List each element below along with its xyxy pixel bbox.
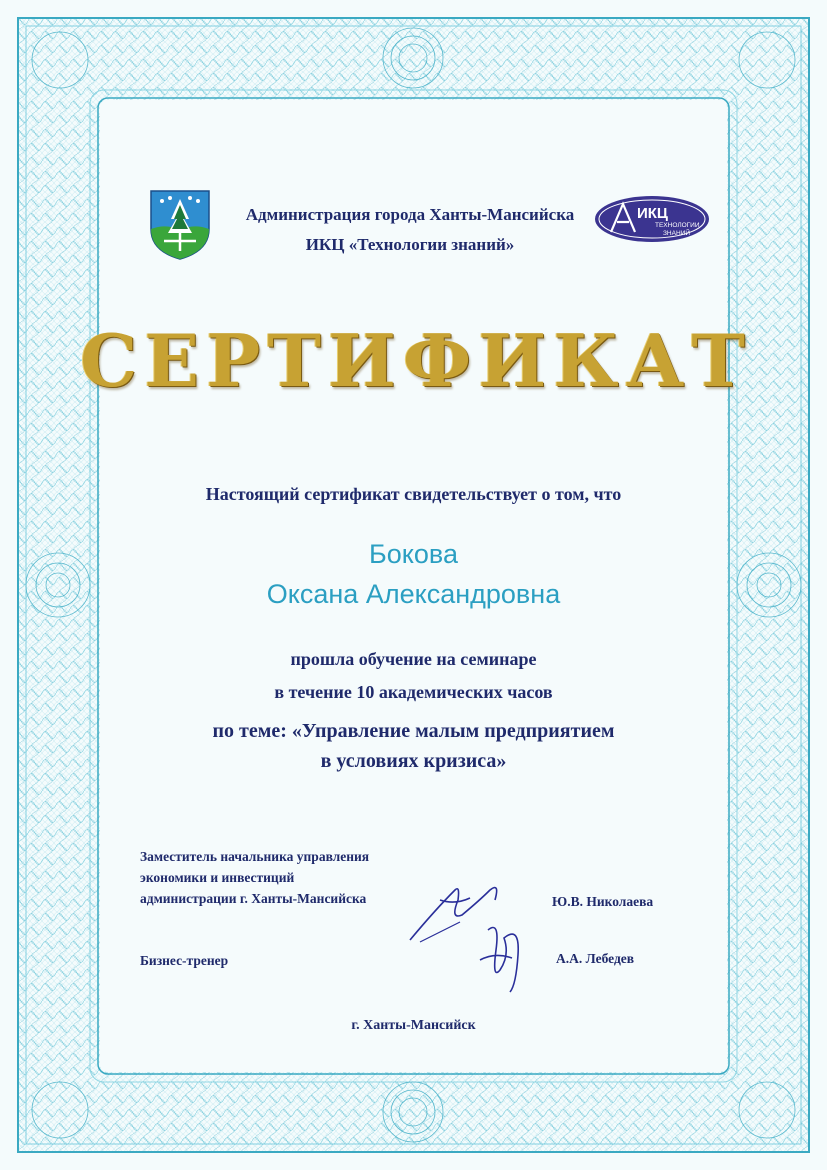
- training-line-seminar: прошла обучение на семинаре: [290, 649, 537, 669]
- recipient-surname: Бокова: [369, 539, 458, 569]
- signatory-2-name: А.А. Лебедев: [556, 951, 635, 966]
- training-line-hours: в течение 10 академических часов: [274, 682, 553, 702]
- certificate-title: СЕРТИФИКАТ: [80, 318, 752, 403]
- certificate-statement: Настоящий сертификат свидетельствует о том, что: [205, 484, 622, 504]
- signatory-1-position-line: администрации г. Ханты-Мансийска: [140, 891, 367, 906]
- ikc-logo-abbr: ИКЦ: [637, 205, 668, 222]
- signatory-2-position: [140, 950, 228, 971]
- issuer-header: [220, 200, 600, 260]
- issue-city: г. Ханты-Мансийск: [351, 1018, 476, 1033]
- ikc-logo: [593, 194, 711, 244]
- city-coat-of-arms-icon: [148, 189, 212, 261]
- issuer-line-ikc: ИКЦ «Технологии знаний»: [305, 235, 515, 254]
- handwritten-signatures: [400, 860, 550, 1010]
- signatory-2-position-line: Бизнес-тренер: [140, 953, 229, 968]
- ikc-logo-subtitle-2: ЗНАНИЙ: [663, 230, 690, 237]
- signatory-1-position-line: Заместитель начальника управления: [140, 849, 370, 864]
- recipient-given-names: Оксана Александровна: [266, 579, 561, 609]
- topic-line-2: в условиях кризиса»: [320, 750, 507, 772]
- signatory-1-name: Ю.В. Николаева: [552, 894, 654, 909]
- topic-line-1: по теме: «Управление малым предприятием: [212, 720, 615, 742]
- signatory-1-position: [140, 846, 369, 909]
- ikc-logo-subtitle-1: ТЕХНОЛОГИИ: [655, 222, 700, 229]
- training-details: [80, 643, 747, 709]
- seminar-topic: [80, 716, 747, 776]
- issuer-line-administration: Администрация города Ханты-Мансийска: [245, 205, 575, 224]
- recipient-name: [80, 534, 747, 614]
- signatory-1-position-line: экономики и инвестиций: [140, 870, 295, 885]
